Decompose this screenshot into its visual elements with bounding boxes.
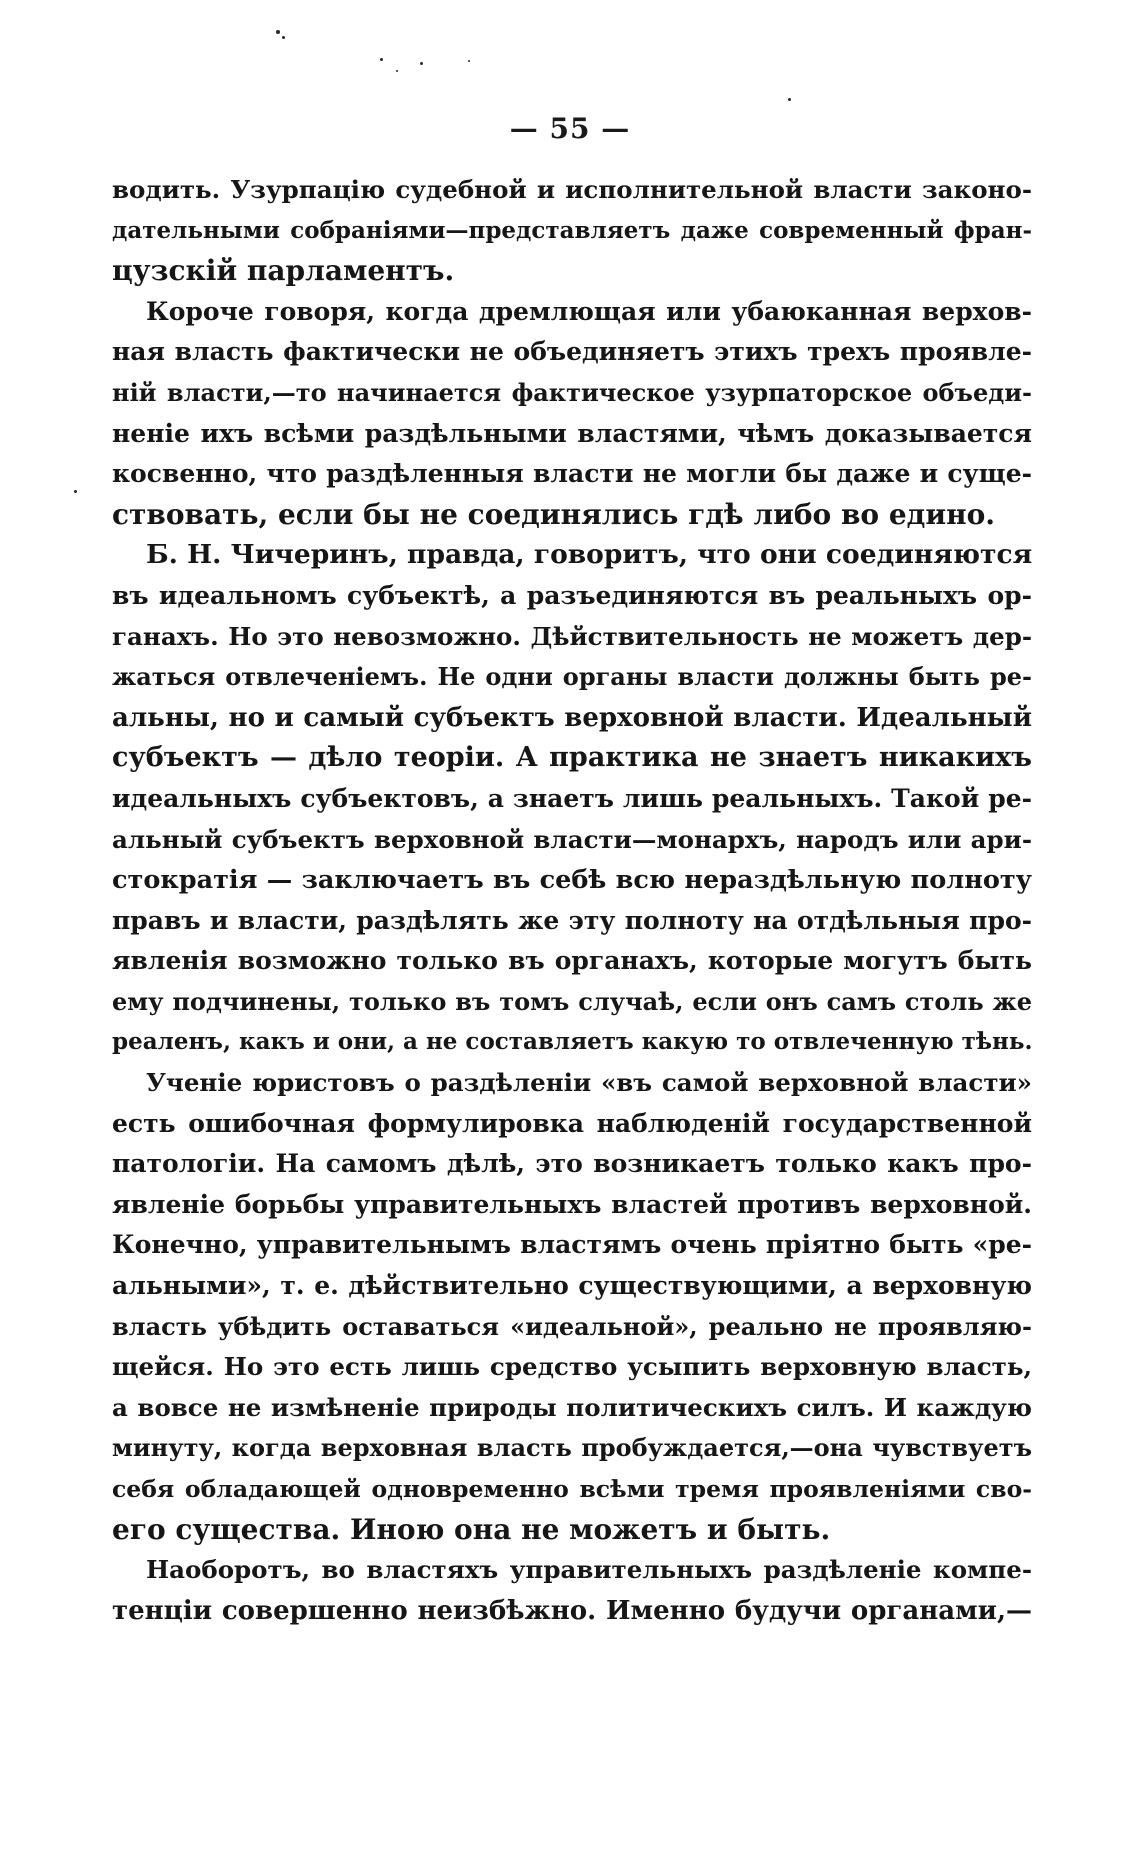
text-line: а вовсе не измѣненіе природы политическихъ силъ. И каждую (112, 1392, 1032, 1422)
print-speck (420, 62, 423, 65)
text-line: власть убѣдить оставаться «идеальной», реально не проявляю- (112, 1311, 1032, 1341)
text-line: идеальныхъ субъектовъ, а знаетъ лишь реальныхъ. Такой ре- (112, 783, 1032, 813)
text-line: минуту, когда верховная власть пробуждается,—она чувствуетъ (112, 1433, 1032, 1463)
text-line: тенціи совершенно неизбѣжно. Именно будучи органами,— (112, 1595, 1032, 1626)
text-line: неніе ихъ всѣми раздѣльными властями, чѣмъ доказывается (112, 418, 1032, 448)
text-line: стократія — заключаетъ въ себѣ всю нераздѣльную полноту (112, 865, 1032, 896)
text-line: Конечно, управительнымъ властямъ очень пріятно быть «ре- (112, 1230, 1032, 1260)
text-line: Ученіе юристовъ о раздѣленіи «въ самой верховной власти» (146, 1068, 1032, 1098)
text-line: ему подчинены, только въ томъ случаѣ, если онъ самъ столь же (112, 986, 1032, 1016)
print-speck (276, 30, 280, 34)
text-line: его существа. Иною она не можетъ и быть. (112, 1512, 831, 1546)
text-line: жаться отвлеченіемъ. Не одни органы власти должны быть ре- (112, 662, 1032, 692)
text-line: въ идеальномъ субъектѣ, а разъединяются въ реальныхъ ор- (112, 580, 1032, 610)
text-line: себя обладающей одновременно всѣми тремя проявленіями сво- (112, 1475, 1032, 1503)
print-speck (282, 36, 285, 39)
paragraph-1 (112, 170, 1032, 292)
text-line: Б. Н. Чичеринъ, правда, говоритъ, что они соединяются (146, 539, 1033, 571)
print-speck (74, 490, 77, 493)
print-speck (396, 70, 398, 72)
text-line: реаленъ, какъ и они, а не составляетъ какую то отвлеченную тѣнь. (112, 1028, 1033, 1056)
print-speck (468, 60, 470, 62)
text-line: патологіи. На самомъ дѣлѣ, это возникаетъ только какъ про- (112, 1149, 1032, 1179)
text-line: субъектъ — дѣло теоріи. А практика не знаетъ никакихъ (112, 742, 1032, 774)
paragraph-5 (112, 1550, 1032, 1631)
text-body (112, 170, 1032, 1631)
text-line: дательными собраніями—представляетъ даже современный фран- (112, 216, 1032, 244)
text-line: ствовать, если бы не соединялись гдѣ либо во едино. (112, 497, 996, 531)
text-line: есть ошибочная формулировка наблюденій государственной (112, 1108, 1032, 1138)
text-line: ганахъ. Но это невозможно. Дѣйствительность не можетъ дер- (112, 621, 1032, 651)
print-speck (788, 98, 791, 101)
paragraph-4 (112, 1063, 1032, 1550)
text-line: явленія возможно только въ органахъ, которые могутъ быть (112, 946, 1032, 976)
paragraph-2 (112, 292, 1032, 536)
text-line: альны, но и самый субъектъ верховной власти. Идеальный (112, 702, 1032, 733)
text-line: ная власть фактически не объединяетъ этихъ трехъ проявле- (112, 337, 1032, 367)
text-line: Наоборотъ, во властяхъ управительныхъ раздѣленіе компе- (146, 1555, 1032, 1585)
text-line: Короче говоря, когда дремлющая или убаюканная верхов- (146, 296, 1032, 326)
page-number: — 55 — (509, 112, 631, 145)
text-line: явленіе борьбы управительныхъ властей противъ верховной. (112, 1189, 1032, 1219)
text-line: цузскій парламентъ. (112, 254, 455, 288)
text-line: ній власти,—то начинается фактическое узурпаторское объеди- (112, 377, 1032, 407)
paragraph-3 (112, 535, 1032, 1063)
text-line: косвенно, что раздѣленныя власти не могли бы даже и суще- (112, 459, 1032, 489)
text-line: альный субъектъ верховной власти—монархъ, народъ или ари- (112, 824, 1032, 854)
text-line: альными», т. е. дѣйствительно существующими, а верховную (112, 1271, 1032, 1301)
text-line: правъ и власти, раздѣлять же эту полноту на отдѣльныя про- (112, 905, 1032, 935)
text-line: щейся. Но это есть лишь средство усыпить верховную власть, (112, 1352, 1032, 1382)
text-line: водить. Узурпацію судебной и исполнительной власти законо- (112, 175, 1032, 204)
print-speck (380, 58, 383, 61)
